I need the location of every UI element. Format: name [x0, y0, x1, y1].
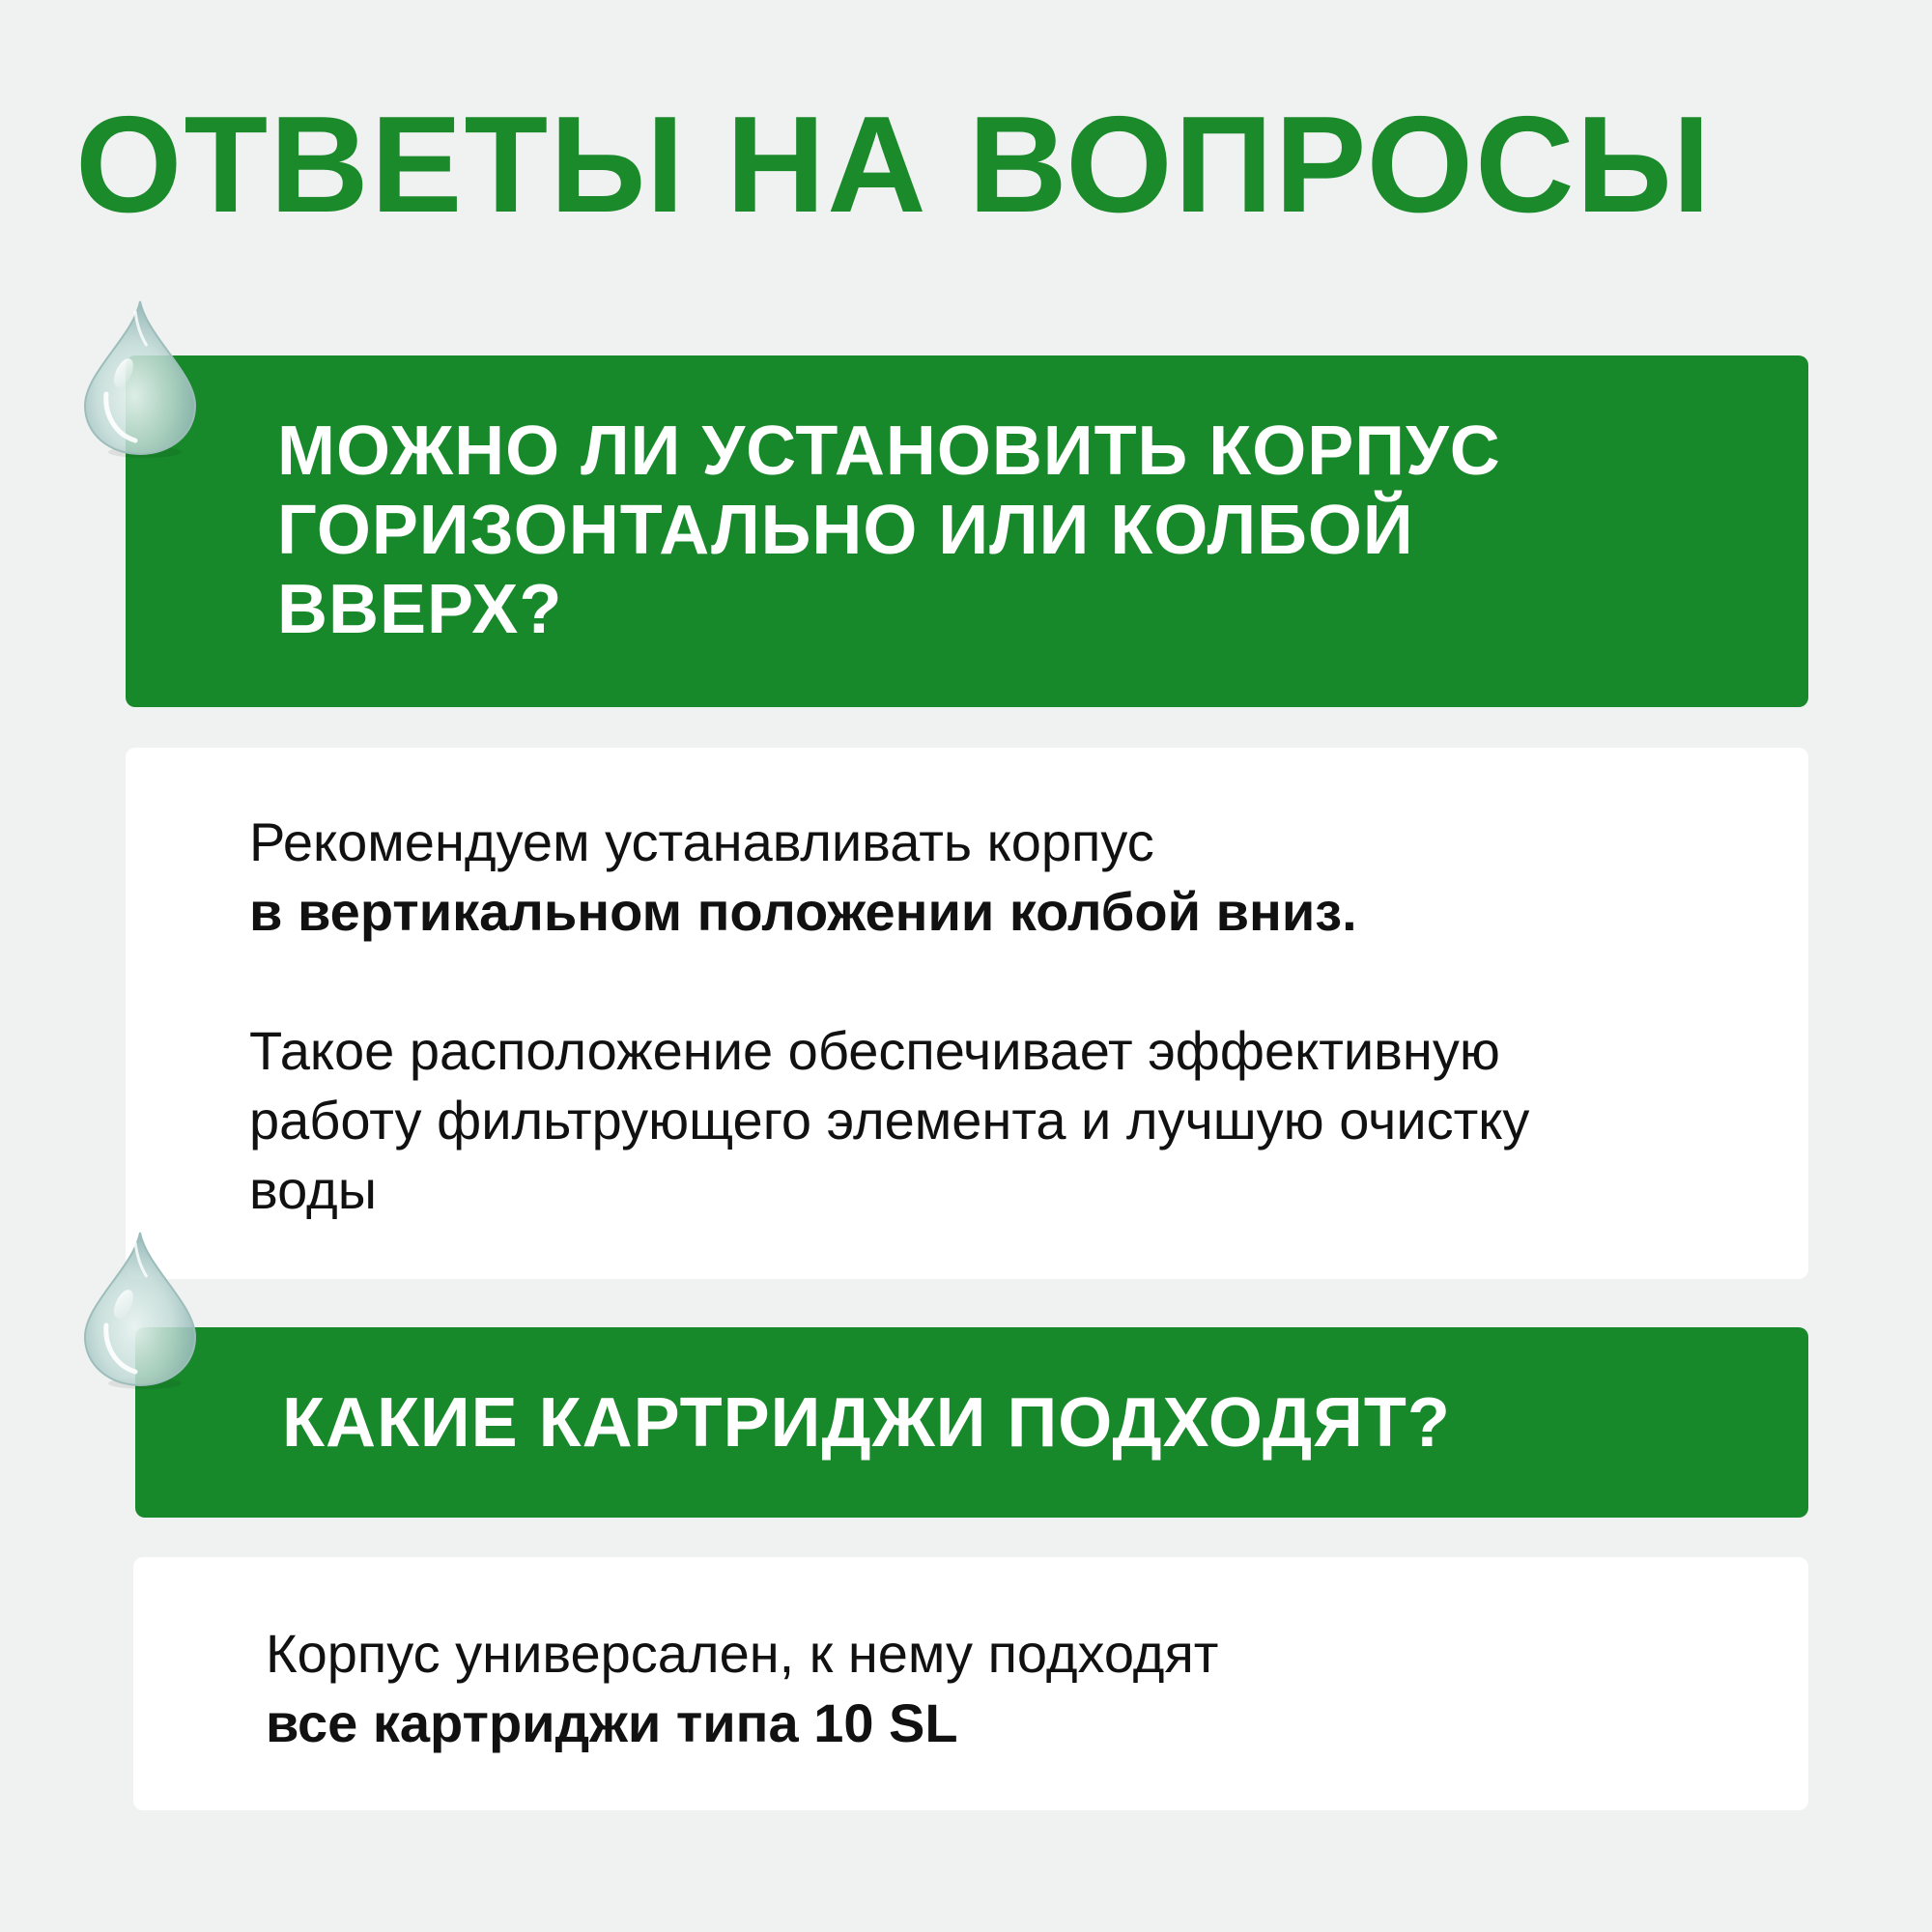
water-drop-icon	[77, 1229, 203, 1391]
answer-2-line-2: все картриджи типа 10 SL	[266, 1692, 958, 1753]
answer-1-line-2: в вертикальном положении колбой вниз.	[249, 881, 1357, 942]
answer-1-line-4: работу фильтрующего элемента и лучшую очистку	[249, 1090, 1530, 1151]
answer-2-line-1: Корпус универсален, к нему подходят	[266, 1623, 1219, 1684]
page-title: ОТВЕТЫ НА ВОПРОСЫ	[75, 88, 1713, 242]
answer-1-line-3: Такое расположение обеспечивает эффективную	[249, 1020, 1500, 1081]
question-card-1	[126, 355, 1808, 707]
answer-1-line-5: воды	[249, 1159, 377, 1220]
question-text-1: МОЖНО ЛИ УСТАНОВИТЬ КОРПУС ГОРИЗОНТАЛЬНО ИЛИ КОЛБОЙ ВВЕРХ?	[277, 412, 1501, 648]
water-drop-icon	[77, 298, 203, 460]
question-card-2	[135, 1327, 1808, 1518]
question-text-2: КАКИЕ КАРТРИДЖИ ПОДХОДЯТ?	[282, 1384, 1451, 1462]
answer-1-line-1: Рекомендуем устанавливать корпус	[249, 811, 1154, 872]
answer-card-1	[126, 748, 1808, 1279]
answer-card-2	[133, 1557, 1808, 1810]
